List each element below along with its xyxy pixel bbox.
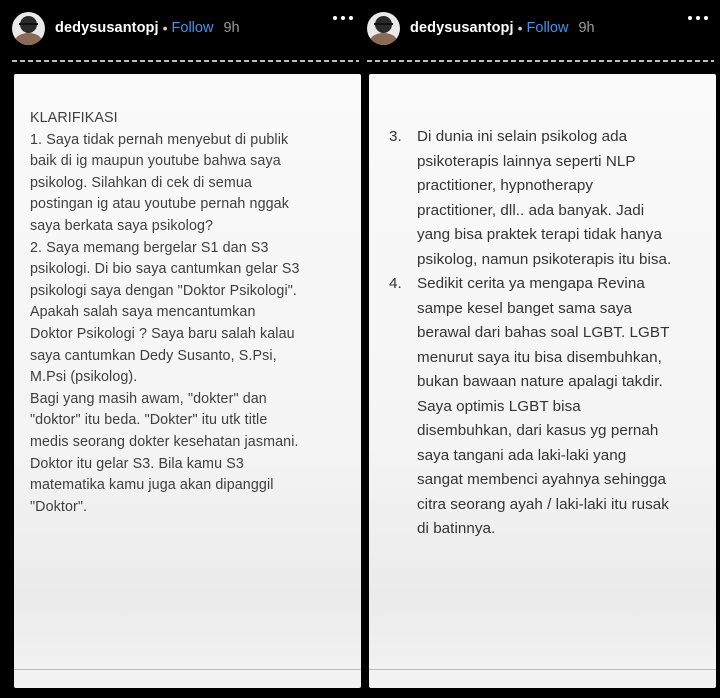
story-progress-bar (12, 60, 359, 62)
text-line: M.Psi (psikolog). (30, 369, 138, 386)
separator-dot: • (162, 20, 168, 36)
text-line: Saya optimis LGBT bisa (417, 397, 581, 415)
text-line: psikolog. Silahkan di cek di semua (30, 174, 252, 191)
text-line: Doktor Psikologi ? Saya baru salah kalau (30, 325, 295, 342)
text-line: practitioner, dll.. ada banyak. Jadi (417, 201, 645, 219)
post-time: 9h (578, 20, 595, 36)
avatar[interactable] (367, 12, 400, 45)
post-time: 9h (223, 20, 240, 36)
text-line: matematika kamu juga akan dipanggil (30, 477, 274, 494)
text-line: saya tangani ada laki-laki yang (417, 446, 627, 464)
list-item (389, 272, 709, 542)
list-item (389, 125, 709, 272)
text-line: di batinnya. (417, 520, 496, 537)
text-line: sampe kesel banget sama saya (417, 299, 632, 317)
story-panel-right (363, 0, 718, 698)
text-line: 2. Saya memang bergelar S1 dan S3 (30, 239, 269, 256)
text-line: citra seorang ayah / laki-laki itu rusak (417, 495, 669, 513)
text-line: "Doktor". (30, 498, 88, 515)
text-line: psikologi. Di bio saya cantumkan gelar S3 (30, 261, 300, 278)
text-line: Doktor itu gelar S3. Bila kamu S3 (30, 455, 244, 472)
text-line: 1. Saya tidak pernah menyebut di publik (30, 131, 289, 148)
text-line: bukan bawaan nature apalagi takdir. (417, 373, 663, 390)
text-line: Apakah salah saya mencantumkan (30, 304, 256, 321)
separator-dot: • (517, 20, 523, 36)
text-line: psikoterapis lainnya seperti NLP (417, 152, 636, 170)
story-header (363, 8, 718, 48)
more-options-icon[interactable] (333, 16, 353, 20)
text-line: saya cantumkan Dedy Susanto, S.Psi, (30, 347, 277, 364)
list-number: 4. (389, 275, 402, 292)
text-line: Sedikit cerita ya mengapa Revina (417, 275, 645, 292)
text-line: postingan ig atau youtube pernah nggak (30, 196, 289, 213)
text-line: medis seorang dokter kesehatan jasmani. (30, 433, 299, 450)
text-line: sangat membenci ayahnya sehingga (417, 471, 666, 488)
list-number: 3. (389, 128, 402, 145)
text-line: "doktor" itu beda. "Dokter" itu utk title (30, 412, 268, 429)
text-line: Bagi yang masih awam, "dokter" dan (30, 390, 267, 407)
text-line: menurut saya itu bisa disembuhkan, (417, 348, 662, 366)
avatar[interactable] (12, 12, 45, 45)
text-line: psikolog, namun psikoterapis itu bisa. (417, 250, 672, 268)
text-line: Di dunia ini selain psikolog ada (417, 128, 628, 145)
text-line: baik di ig maupun youtube bahwa saya (30, 153, 281, 170)
text-line: berawal dari bahas soal LGBT. LGBT (417, 324, 670, 341)
more-options-icon[interactable] (688, 16, 708, 20)
text-line: yang bisa praktek terapi tidak hanya (417, 226, 662, 243)
story-text (30, 108, 340, 518)
divider (369, 669, 716, 670)
text-line: KLARIFIKASI (30, 110, 118, 126)
story-panel-left (8, 0, 363, 698)
divider (14, 669, 361, 670)
follow-button[interactable]: Follow (171, 20, 214, 36)
text-line: practitioner, hypnotherapy (417, 177, 594, 194)
text-line: disembuhkan, dari kasus yg pernah (417, 422, 659, 439)
story-text (389, 125, 709, 542)
username[interactable]: dedysusantopj (410, 20, 514, 36)
story-progress-bar (367, 60, 714, 62)
text-line: psikologi saya dengan "Doktor Psikologi". (30, 282, 297, 299)
text-line: saya berkata saya psikolog? (30, 217, 214, 234)
username[interactable]: dedysusantopj (55, 20, 159, 36)
story-header (8, 8, 363, 48)
follow-button[interactable]: Follow (526, 20, 569, 36)
